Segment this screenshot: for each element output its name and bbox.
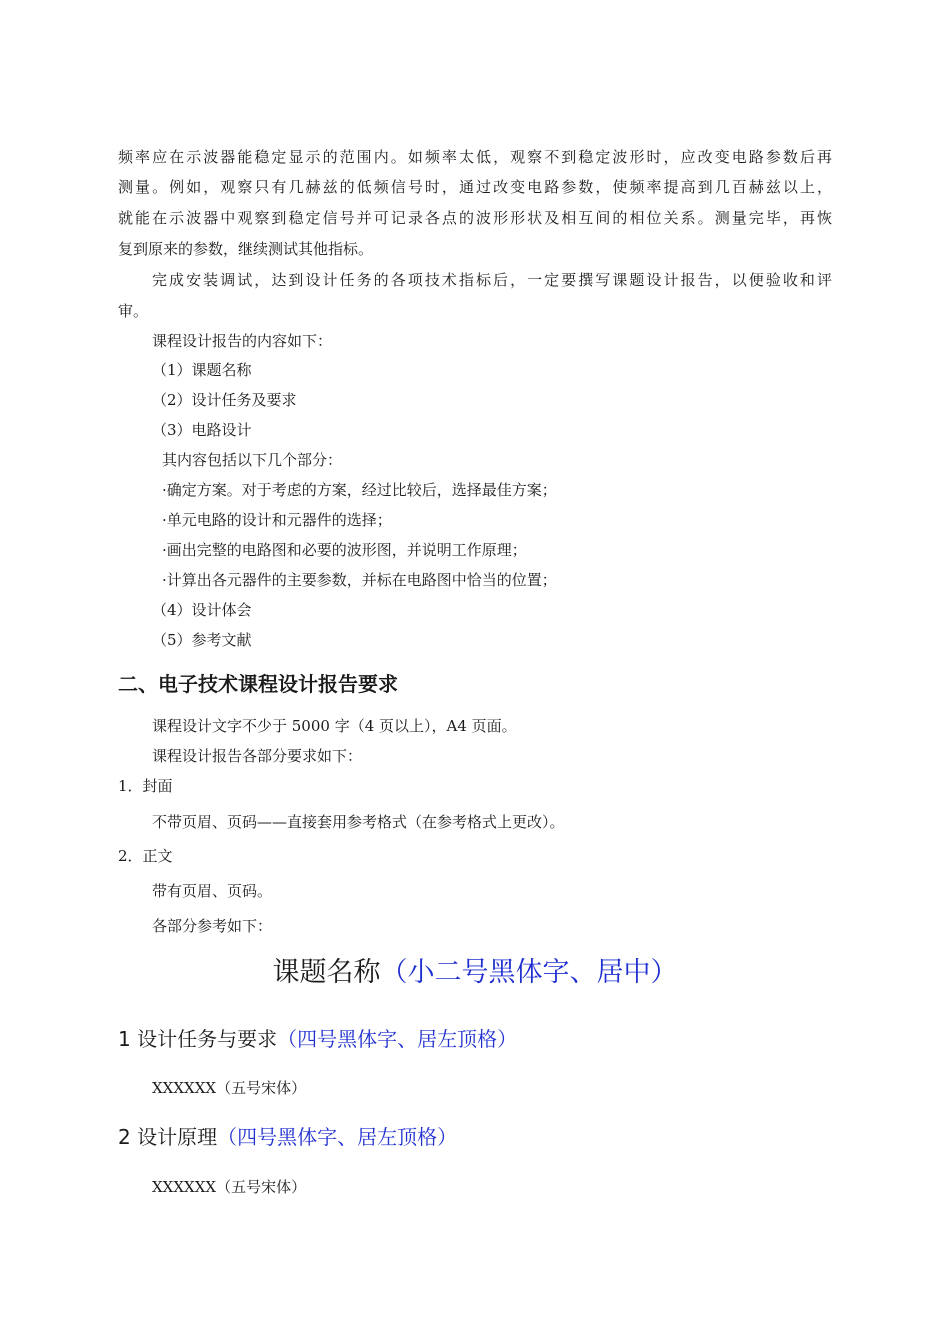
body-text: 带有页眉、页码。 bbox=[152, 882, 273, 900]
bullet-item: ·确定方案。对于考虑的方案，经过比较后，选择最佳方案； bbox=[162, 481, 557, 499]
template-heading-1-note: （四号黑体字、居左顶格） bbox=[277, 1027, 518, 1051]
paragraph-line: 审。 bbox=[118, 302, 149, 320]
body-text: 各部分参考如下： bbox=[152, 917, 273, 935]
paragraph-line: 完成安装调试，达到设计任务的各项技术指标后，一定要撰写课题设计报告，以便验收和评 bbox=[152, 271, 832, 289]
list-item: （2）设计任务及要求 bbox=[152, 391, 297, 409]
sub-intro: 其内容包括以下几个部分： bbox=[162, 451, 343, 469]
paragraph-line: 频率应在示波器能稳定显示的范围内。如频率太低，观察不到稳定波形时，应改变电路参数后再 bbox=[118, 148, 832, 166]
paragraph-line: 测量。例如，观察只有几赫兹的低频信号时，通过改变电路参数，使频率提高到几百赫兹以上， bbox=[118, 178, 832, 196]
bullet-item: ·计算出各元器件的主要参数，并标在电路图中恰当的位置； bbox=[162, 571, 557, 589]
requirement-text: 课程设计报告各部分要求如下： bbox=[152, 747, 363, 765]
template-heading-2-main: 2 设计原理 bbox=[118, 1125, 218, 1149]
template-heading-2 bbox=[118, 1124, 457, 1150]
list-item: （3）电路设计 bbox=[152, 421, 252, 439]
subsection-heading: 2．正文 bbox=[118, 847, 173, 865]
template-heading-1 bbox=[118, 1026, 517, 1052]
template-title bbox=[0, 955, 950, 991]
paragraph-line: 复到原来的参数，继续测试其他指标。 bbox=[118, 240, 374, 258]
subsection-heading: 1．封面 bbox=[118, 777, 173, 795]
cover-text: 不带页眉、页码——直接套用参考格式（在参考格式上更改）。 bbox=[152, 813, 565, 831]
list-item: （5）参考文献 bbox=[152, 631, 252, 649]
template-body-1: XXXXXX（五号宋体） bbox=[152, 1079, 307, 1097]
template-body-2: XXXXXX（五号宋体） bbox=[152, 1178, 307, 1196]
bullet-item: ·画出完整的电路图和必要的波形图，并说明工作原理； bbox=[162, 541, 527, 559]
template-heading-2-note: （四号黑体字、居左顶格） bbox=[217, 1125, 458, 1149]
section-heading: 二、电子技术课程设计报告要求 bbox=[118, 672, 398, 696]
template-heading-1-main: 1 设计任务与要求 bbox=[118, 1027, 278, 1051]
template-title-note: （小二号黑体字、居中） bbox=[380, 957, 678, 988]
list-item: （4）设计体会 bbox=[152, 601, 252, 619]
template-title-main: 课题名称 bbox=[272, 957, 381, 988]
list-item: （1）课题名称 bbox=[152, 361, 252, 379]
bullet-item: ·单元电路的设计和元器件的选择； bbox=[162, 511, 392, 529]
contents-intro: 课程设计报告的内容如下： bbox=[152, 332, 333, 350]
requirement-text: 课程设计文字不少于 5000 字（4 页以上），A4 页面。 bbox=[152, 717, 517, 735]
paragraph-line: 就能在示波器中观察到稳定信号并可记录各点的波形形状及相互间的相位关系。测量完毕，再恢 bbox=[118, 209, 832, 227]
